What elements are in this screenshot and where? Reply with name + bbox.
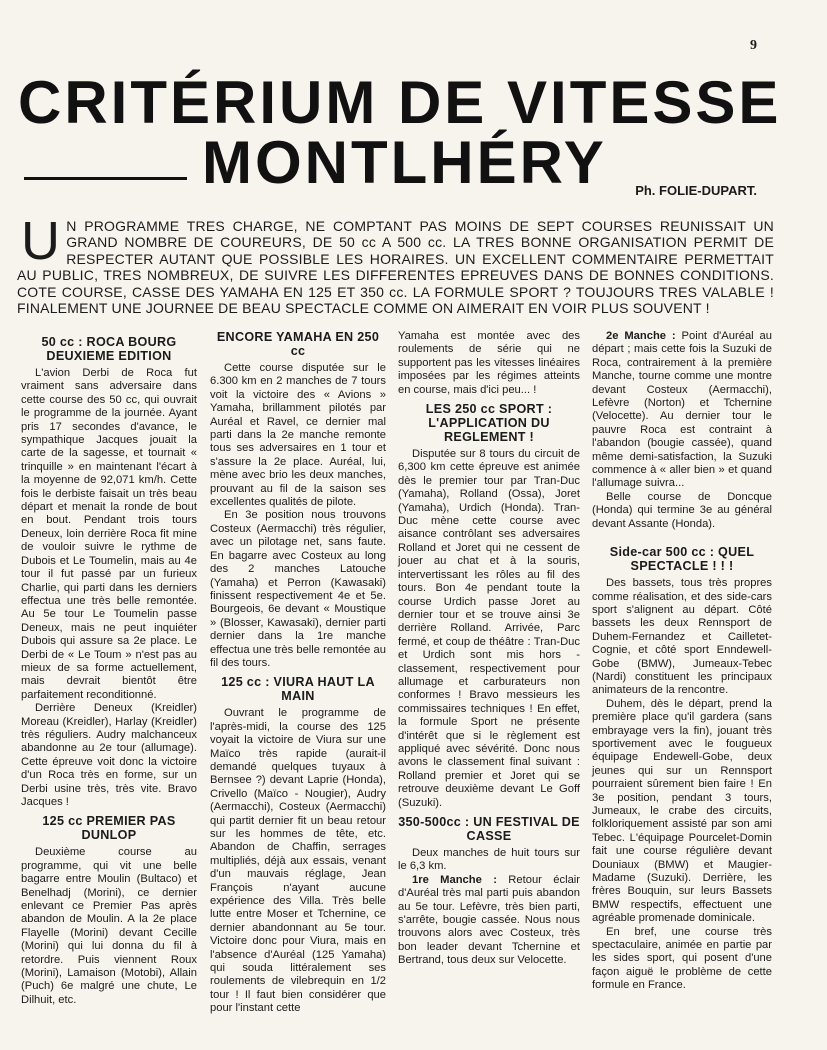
paragraph: Yamaha est montée avec des roulements de série qui ne supportent pas les vitesses linéaires imposées par les régimes atteints en course, mais d'ici peu... ! <box>398 330 580 396</box>
paragraph: En bref, une course très spectaculaire, animée en partie par les sides sport, qui posent d'une façon aiguë le problème de cette formule en France. <box>592 925 772 992</box>
column-1 <box>21 330 197 1007</box>
paragraph: Deuxième course au programme, qui vit une belle bagarre entre Moulin (Bultaco) et Benelhadj (Morini), ce dernier enlevant ce Premier Pas après abandon de Moulin. A la 2e place Flayelle (Morini) devant Cecille (Morini) qui lui donna du fil à retordre. Puis viennent Roux (Morini), Lamaison (Motobi), Allain (Puch) 6e malgré une chute, Le Dilhuit, etc. <box>21 846 197 1006</box>
paragraph <box>398 874 580 968</box>
column-3 <box>398 330 580 968</box>
paragraph: Deux manches de huit tours sur le 6,3 km. <box>398 847 580 873</box>
heading-125cc-dunlop: 125 cc PREMIER PAS DUNLOP <box>42 814 176 843</box>
paragraph: Duhem, dès le départ, prend la première place qu'il gardera (sans embrayage vers la fin), jouant très sportivement avec le fougueux équipage Endewell-Gobe, deux jeunes qui sur un Rennsport pourraient sûrement bien faire ! En 3e position, pendant 3 tours, Jumeaux, le crabe des circuits, folkloriquement assisté par son ami Tebec. L'équipage Pourcelet-Domin fait une course régulière devant Douniaux (BMW) et Maugier-Madame (Suzuki). Derrière, les frères Bouquin, sur leurs Bassets BMW respectifs, effectuent une agréable promenade dominicale. <box>592 697 772 925</box>
paragraph-text: Point d'Auréal au départ ; mais cette fois la Suzuki de Roca, contrairement à la première Manche, tourne comme une montre devant Costeux (Aermacchi), Lefèvre (Norton) et Tchernine (Velocette). Au dernier tour le pauvre Roca est contraint à l'abandon (bougie cassée), quand même demi-satisfaction, la Suzuki commence à « aller bien » et quand l'allumage suivra... <box>592 330 772 490</box>
heading-250cc-yamaha: ENCORE YAMAHA EN 250 cc <box>216 330 380 358</box>
paragraph: Disputée sur 8 tours du circuit de 6,300 km cette épreuve est animée dès le premier tour par Tran-Duc (Yamaha), Rolland (Ossa), Joret (Yamaha), Urdich (Honda). Tran-Duc mène cette course avec aisance contrôlant ses adversaires Rolland et Joret qui ne cessent de jouer au chat et à la souris, intervertissant les rôles au fil des tours. Bon 4e pendant toute la course Urdich passe Joret au dernier tour et se trouve ainsi 3e derrière Rolland. Arrivée, Parc fermé, et coup de théâtre : Tran-Duc et Urdich sont mis hors - classement, respectivement pour allumage et carburateurs non conformes ! Bravo messieurs les commissaires techniques ! En effet, la formule Sport ne présente d'intérêt que si le règlement est appliqué avec sévérité. Donc nous avons le classement final suivant : Rolland premier et Joret qui se retrouve deuxième devant Le Goff (Suzuki). <box>398 448 580 809</box>
byline: Ph. FOLIE-DUPART. <box>635 183 757 198</box>
lead-in: 2e Manche : <box>606 330 676 342</box>
heading-125cc-viura: 125 cc : VIURA HAUT LA MAIN <box>221 675 375 704</box>
paragraph: Belle course de Doncque (Honda) qui termine 3e au général devant Assante (Honda). <box>592 490 772 530</box>
column-2 <box>210 330 386 1016</box>
paragraph: En 3e position nous trouvons Costeux (Aermacchi) très régulier, avec un pilotage net, sans faute. En bagarre avec Costeux au long des 2 manches Latouche (Yamaha) et Perron (Kawasaki) finissent respectivement 4e et 5e. Bourgeois, 6e devant « Moustique » (Blosser, Kawasaki), dernier parti dernier dans la 1re manche effectua une très belle remontée au fil des tours. <box>210 509 386 669</box>
title-line-2: MONTLHÉRY <box>202 129 607 196</box>
heading-250cc-sport: LES 250 cc SPORT : L'APPLICATION DU REGLEMENT ! <box>425 402 553 445</box>
paragraph-text: Retour éclair d'Auréal très mal parti puis abandon au 5e tour. Lefèvre, très bien parti, s'arrête, bougie cassée. Nous nous trouvons alors avec Costeux, très bon leader devant Tchernine et Bertrand, tous deux sur Velocette. <box>398 873 580 967</box>
intro-paragraph <box>17 211 774 317</box>
heading-50cc: 50 cc : ROCA BOURG DEUXIEME EDITION <box>41 335 177 363</box>
paragraph: Cette course disputée sur le 6.300 km en 2 manches de 7 tours voit la victoire des « Avions » Yamaha, brillamment pilotés par Auréal et Ravel, ce dernier mal parti dans la 2e manche remonte tous ses adversaires en 1 tour et s'assure la 2e place. Auréal, lui, mène avec brio les deux manches, prouvant au fil de la saison ses excellentes qualités de pilote. <box>210 362 386 509</box>
paragraph: Des bassets, tous très propres comme réalisation, et des side-cars sport s'alignent au départ. Côté bassets les deux Rennsport de Duhem-Fernandez et Cailletet-Cognie, et côté sport Enndewell-Gobe (BMW), Jumeaux-Tebec (Nardi) constituent les principaux animateurs de la rencontre. <box>592 577 772 697</box>
title-rule <box>24 177 187 180</box>
drop-cap: U <box>21 211 61 271</box>
paragraph: L'avion Derbi de Roca fut vraiment sans adversaire dans cette course des 50 cc, qui ouvrait le programme de la journée. Ayant pris 17 secondes d'avance, le sympathique Jacques jouait la carte de la sagesse, et tournait « trinquille » en maintenant l'écart à la moyenne de 92,071 km/h. Cette fois le derbiste faisait un très beau départ et menait la ronde de bout en bout. Pendant trois tours Deneux, loin derrière Roca fit mine de vouloir suivre le rythme de Dubois et Le Toumelin, mais au 4e tour il fut passé par un furieux Charlie, qui parti dans les derniers effectua une très belle remontée. Au 5e tour Le Toumelin passe Deneux, mais ne peut inquiéter Dubois qui assure sa 2e place. Le Derbi de « Le Toum » n'est pas au mieux de sa forme actuellement, mais devrait bientôt être parfaitement reconditionné. <box>21 367 197 701</box>
column-4 <box>592 330 772 993</box>
lead-in: 1re Manche : <box>412 873 497 886</box>
paragraph: Ouvrant le programme de l'après-midi, la course des 125 voyait la victoire de Viura sur une Maïco très rapide (aurait-il demandé quelques tuyaux à Bernsee ?) devant Laprie (Honda), Crivello (Maïco - Nougier), Audry (Aermacchi), Costeux (Aermacchi) qui partit dernier fit un beau retour sur les hommes de tête, etc. Abandon de Chaffin, serrages multipliés, déjà aux essais, venant d'un mauvais réglage, Jean François n'ayant aucune expérience des Villa. Très belle lutte entre Moser et Tchernine, ce dernier abandonnant au 5e tour. Victoire donc pour Viura, mais en l'absence d'Auréal (125 Yamaha) qui souda littéralement ses roulements de vilebrequin en 1/2 tour ! Il faut bien considérer que pour l'instant cette <box>210 707 386 1015</box>
paragraph: Derrière Deneux (Kreidler) Moreau (Kreidler), Harlay (Kreidler) très réguliers. Audry malchanceux abandonne au 2e tour (allumage). Cette épreuve voit donc la victoire d'un Roca très en forme, sur un Derbi usine très, très vite. Bravo Jacques ! <box>21 702 197 808</box>
intro-text: N PROGRAMME TRES CHARGE, NE COMPTANT PAS MOINS DE SEPT COURSES REUNISSAIT UN GRAND NOMBRE DE COUREURS, DE 50 cc A 500 cc. LA TRES BONNE ORGANISATION PERMIT DE RESPECTER AUTANT QUE POSSIBLE LES HORAIRES. UN EXCELLENT COMMENTAIRE PERMETTAIT AU PUBLIC, TRES NOMBREUX, DE SUIVRE LES DIFFERENTES EPREUVES DANS DE BONNES CONDITIONS. COTE COURSE, CASSE DES YAMAHA EN 125 ET 350 cc. LA FORMULE SPORT ? TOUJOURS TRES VALABLE ! FINALEMENT UNE JOURNEE DE BEAU SPECTACLE COMME ON AIMERAIT EN VOIR PLUS SOUVENT ! <box>17 218 774 317</box>
heading-350-500cc: 350-500cc : UN FESTIVAL DE CASSE <box>398 815 580 843</box>
paragraph <box>592 330 772 491</box>
page-number: 9 <box>750 38 757 53</box>
heading-side-car: Side-car 500 cc : QUEL SPECTACLE ! ! ! <box>609 545 755 574</box>
title-line-1: CRITÉRIUM DE VITESSE <box>18 69 782 136</box>
